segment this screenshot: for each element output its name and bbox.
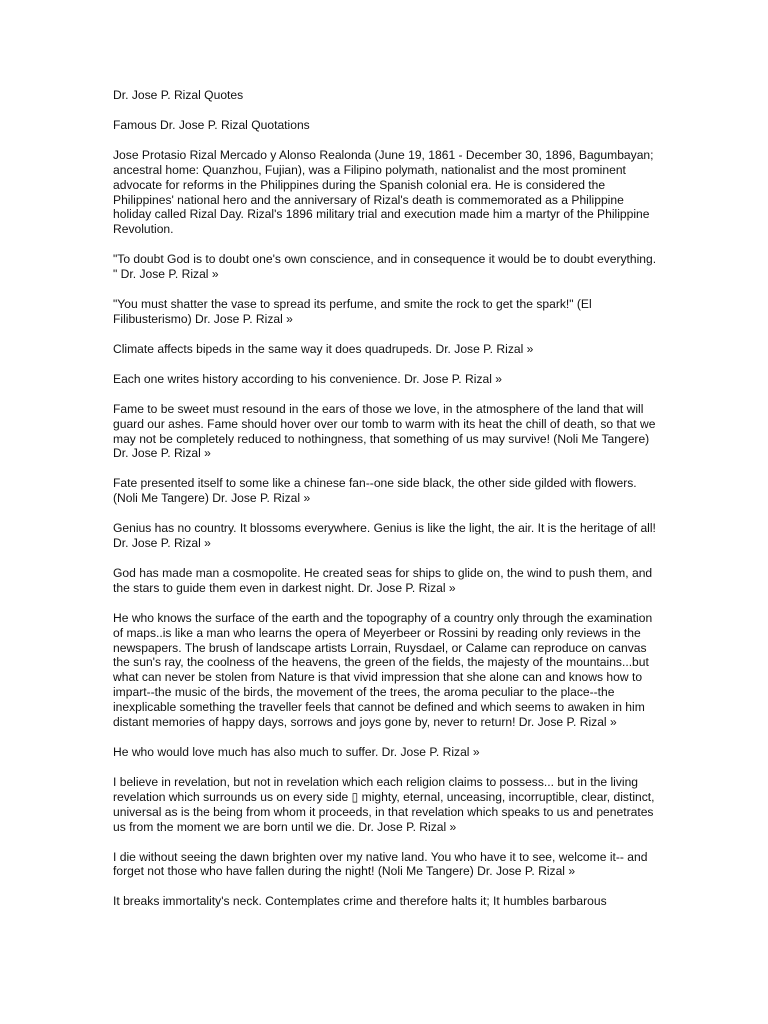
document-title: Dr. Jose P. Rizal Quotes <box>113 88 244 102</box>
quote-paragraph: "You must shatter the vase to spread its perfume, and smite the rock to get the spark!" (El Filibusterismo) Dr. Jose P. Rizal » <box>113 297 592 326</box>
document-page <box>113 88 658 924</box>
quote-paragraph: Fame to be sweet must resound in the ears of those we love, in the atmosphere of the land that will guard our ashes. Fame should hover over our tomb to warm with its heat the chill of death, so that we may not be completely reduced to nothingness, that something of us may survive! (Noli Me Tangere) Dr. Jose P. Rizal » <box>113 401 656 461</box>
quote-paragraph: I believe in revelation, but not in revelation which each religion claims to possess... but in the living revelation which surrounds us on every side ▯ mighty, eternal, unceasing, incorruptible, clear, distinct, universal as is the being from whom it proceeds, in that revelation which speaks to us and penetrates us from the moment we are born until we die. Dr. Jose P. Rizal » <box>113 774 655 834</box>
quote-paragraph: "To doubt God is to doubt one's own conscience, and in consequence it would be to doubt everything. " Dr. Jose P. Rizal » <box>113 252 657 282</box>
document-subtitle: Famous Dr. Jose P. Rizal Quotations <box>113 117 310 132</box>
quote-paragraph: It breaks immortality's neck. Contemplates crime and therefore halts it; It humbles barbarous <box>113 894 607 909</box>
quote-paragraph: Climate affects bipeds in the same way it does quadrupeds. Dr. Jose P. Rizal » <box>113 341 534 356</box>
quote-paragraph: God has made man a cosmopolite. He created seas for ships to glide on, the wind to push them, and the stars to guide them even in darkest night. Dr. Jose P. Rizal » <box>113 565 653 595</box>
quote-paragraph: Genius has no country. It blossoms everywhere. Genius is like the light, the air. It is the heritage of all! Dr. Jose P. Rizal » <box>113 521 656 551</box>
quote-paragraph: Fate presented itself to some like a chinese fan--one side black, the other side gilded with flowers. (Noli Me Tangere) Dr. Jose P. Rizal » <box>113 476 637 506</box>
quote-paragraph: I die without seeing the dawn brighten over my native land. You who have it to see, welcome it-- and forget not those who have fallen during the night! (Noli Me Tangere) Dr. Jose P. Rizal » <box>113 849 648 879</box>
paragraph-biography: Jose Protasio Rizal Mercado y Alonso Realonda (June 19, 1861 - December 30, 1896, Bagumbayan; ancestral home: Quanzhou, Fujian), was a Filipino polymath, nationalist and the most prominent advocate for reforms in the Philippines during the Spanish colonial era. He is considered the Philippines' national hero and the anniversary of Rizal's death is commemorated as a Philippine holiday called Rizal Day. Rizal's 1896 military trial and execution made him a martyr of the Philippine Revolution. <box>113 147 654 237</box>
quote-paragraph: Each one writes history according to his convenience. Dr. Jose P. Rizal » <box>113 371 502 386</box>
quote-paragraph: He who would love much has also much to suffer. Dr. Jose P. Rizal » <box>113 745 480 759</box>
quote-paragraph: He who knows the surface of the earth and the topography of a country only through the examination of maps..is like a man who learns the opera of Meyerbeer or Rossini by reading only reviews in the newspapers. The brush of landscape artists Lorrain, Ruysdael, or Calame can reproduce on canvas the sun's ray, the coolness of the heavens, the green of the fields, the majesty of the mountains...but what can never be stolen from Nature is that vivid impression that she alone can and knows how to impart--the music of the birds, the movement of the trees, the aroma peculiar to the place--the inexplicable something the traveller feels that cannot be defined and which seems to awaken in him distant memories of happy days, sorrows and joys gone by, never to return! Dr. Jose P. Rizal » <box>113 610 653 730</box>
